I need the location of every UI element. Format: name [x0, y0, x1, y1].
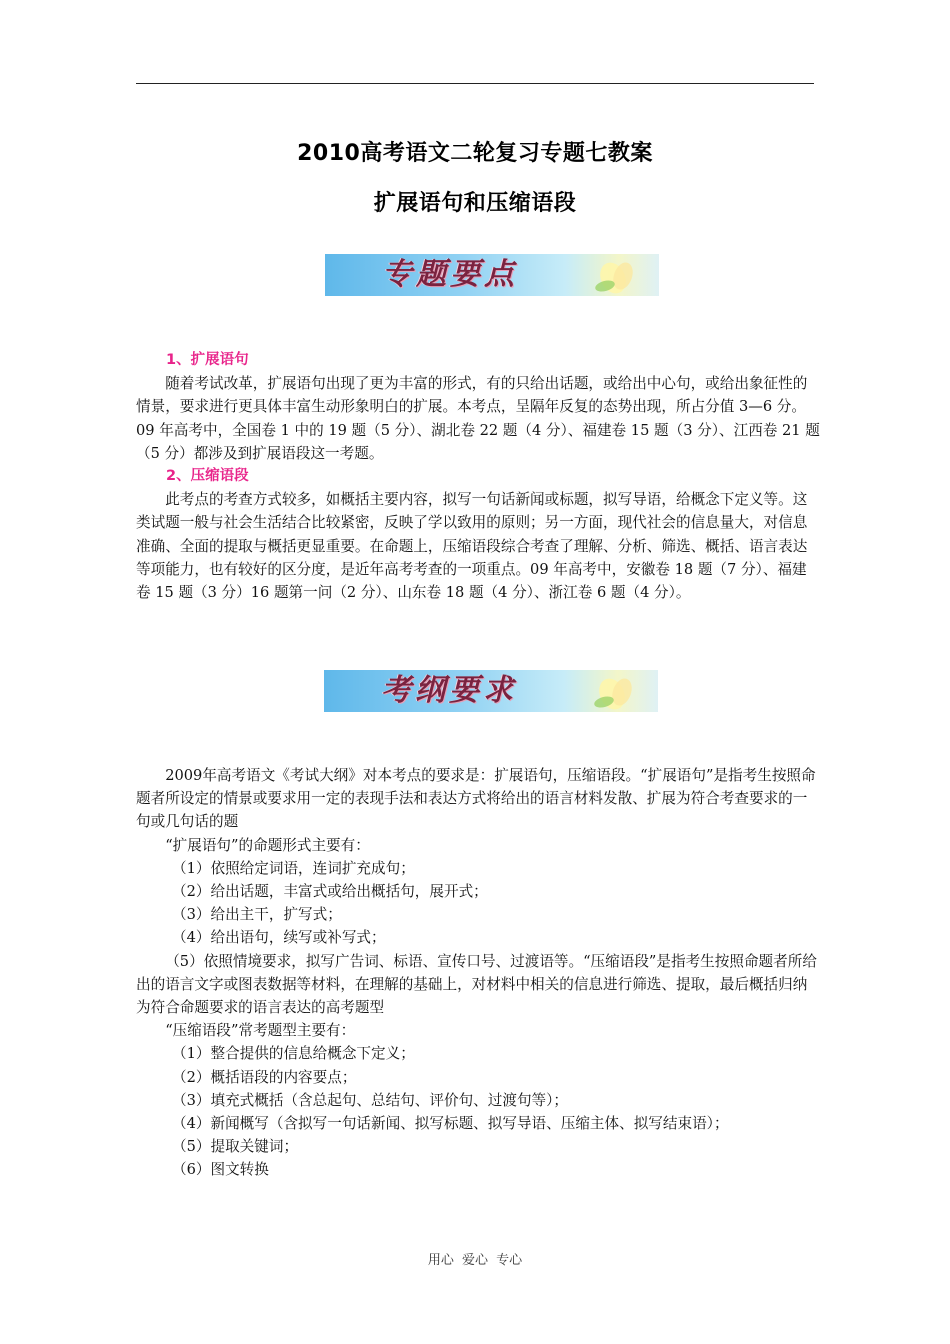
paragraph-expand-forms: “扩展语句”的命题形式主要有：	[165, 836, 370, 854]
header-rule	[136, 83, 814, 84]
list-item: （3）填充式概括（含总起句、总结句、评价句、过渡句等）；	[172, 1091, 569, 1109]
list-item: （2）给出话题，丰富式或给出概括句，展开式；	[172, 883, 488, 901]
list-item: （3）给出主干，扩写式；	[172, 906, 342, 924]
list-item: （5）提取关键词；	[172, 1138, 299, 1156]
paragraph-compress-types: “压缩语段”常考题型主要有：	[165, 1022, 356, 1040]
list-item: （4）新闻概写（含拟写一句话新闻、拟写标题、拟写导语、压缩主体、拟写结束语）；	[172, 1115, 729, 1133]
section-syllabus	[136, 764, 820, 1182]
heading-compress-paragraph: 2、压缩语段	[166, 468, 249, 485]
list-item: （1）依照给定词语，连词扩充成句；	[172, 859, 415, 877]
paragraph-compress-definition: （5）依照情境要求，拟写广告词、标语、宣传口号、过渡语等。“压缩语段”是指考生按照命题者所给出的语言文字或图表数据等材料，在理解的基础上，对材料中相关的信息进行筛选、提取，最后概括归纳为符合命题要求的语言表达的高考题型	[136, 952, 817, 1017]
banner-syllabus-text: 考纲要求	[381, 673, 517, 708]
section-expand-compress	[136, 349, 820, 604]
page-footer: 用心 爱心 专心	[427, 1253, 523, 1268]
flower-icon	[582, 672, 642, 712]
banner-key-points	[325, 254, 659, 296]
heading-expand-sentence: 1、扩展语句	[166, 352, 249, 368]
paragraph-expand-sentence: 随着考试改革，扩展语句出现了更为丰富的形式，有的只给出话题，或给出中心句，或给出象征性的情景，要求进行更具体丰富生动形象明白的扩展。本考点，呈隔年反复的态势出现，所占分值 3—6 分。09 年高考中，全国卷 1 中的 19 题（5 分）、湖北卷 22 题（4 分）、福建卷 15 题（3 分）、江西卷 21 题（5 分）都涉及到扩展语段这一考题。	[136, 375, 820, 462]
list-item: （1）整合提供的信息给概念下定义；	[172, 1045, 415, 1063]
paragraph-syllabus-intro: 2009年高考语文《考试大纲》对本考点的要求是：扩展语句，压缩语段。“扩展语句”是指考生按照命题者所设定的情景或要求用一定的表现手法和表达方式将给出的语言材料发散、扩展为符合考查要求的一句或几句话的题	[136, 767, 816, 831]
flower-icon	[583, 256, 643, 296]
list-item: （6）图文转换	[172, 1161, 269, 1179]
list-item: （4）给出语句，续写或补写式；	[172, 929, 386, 947]
document-title: 2010高考语文二轮复习专题七教案	[297, 141, 653, 166]
banner-syllabus	[324, 670, 658, 712]
paragraph-compress-paragraph: 此考点的考查方式较多，如概括主要内容，拟写一句话新闻或标题，拟写导语，给概念下定义等。这类试题一般与社会生活结合比较紧密，反映了学以致用的原则；另一方面，现代社会的信息量大，对信息准确、全面的提取与概括更显重要。在命题上，压缩语段综合考查了理解、分析、筛选、概括、语言表达等项能力，也有较好的区分度，是近年高考考查的一项重点。09 年高考中，安徽卷 18 题（7 分）、福建卷 15 题（3 分）16 题第一问（2 分）、山东卷 18 题（4 分）、浙江卷 6 题（4 分）。	[136, 491, 808, 602]
banner-key-points-text: 专题要点	[382, 257, 518, 292]
document-subtitle: 扩展语句和压缩语段	[373, 191, 577, 216]
list-item: （2）概括语段的内容要点；	[172, 1068, 357, 1086]
